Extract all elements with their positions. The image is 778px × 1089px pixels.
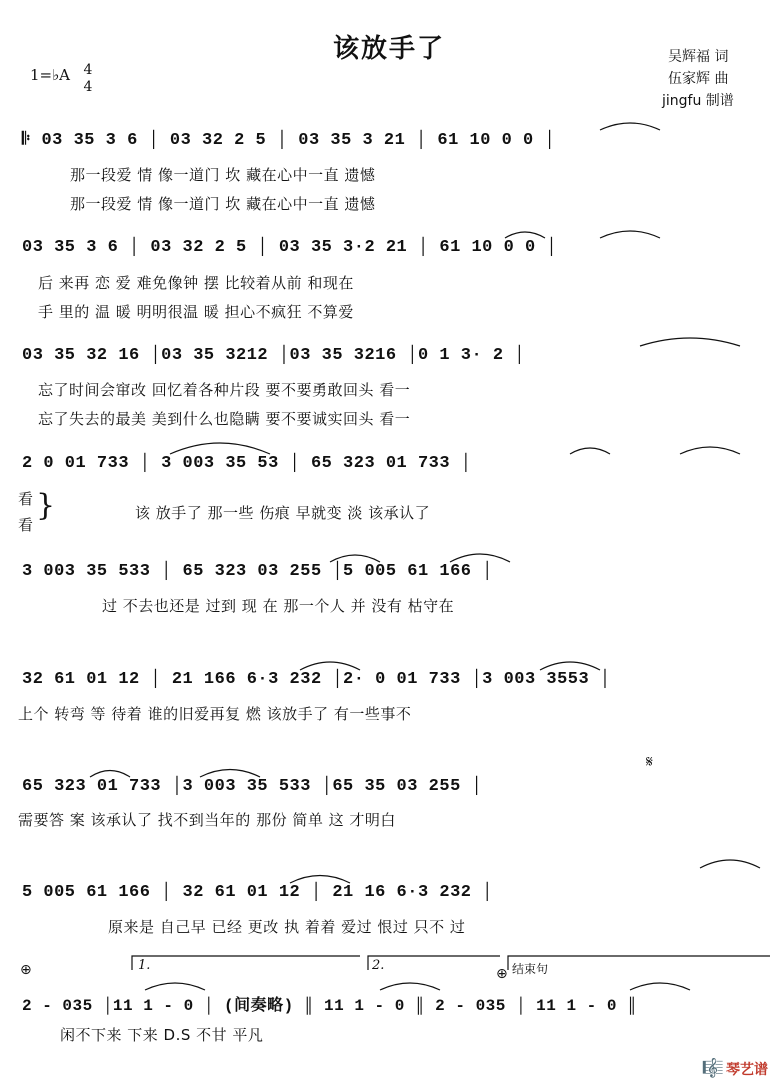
verse-brace: } (36, 488, 56, 523)
tie-row4-b (570, 448, 610, 454)
coda-sign-1: ⊕ (20, 962, 32, 978)
tie-row6-a (300, 662, 360, 670)
song-title: 该放手了 (332, 34, 445, 64)
lyric-row-3-verse-2: 忘了失去的最美 美到什么也隐瞒 要不要诚实回头 看一 (38, 410, 411, 428)
time-signature-bottom: 4 (83, 79, 93, 95)
tie-row8-a (290, 876, 350, 884)
tie-row7-a (90, 771, 130, 778)
score-row-8: 5 005 61 166 │ 32 61 01 12 │ 21 16 6·3 232 │ (22, 883, 493, 902)
segno-sign: 𝄋 (646, 752, 653, 771)
site-logo (702, 1058, 768, 1079)
lyric-row-2-verse-1: 后 来再 恋 爱 难免像钟 摆 比较着从前 和现在 (38, 274, 354, 292)
score-row-5: 3 003 35 533 │ 65 323 03 255 │5 005 61 166 │ (22, 562, 493, 581)
lyric-row-3-verse-1: 忘了时间会窜改 回忆着各种片段 要不要勇敢回头 看一 (38, 381, 411, 399)
logo-text: 琴艺谱 (726, 1062, 768, 1078)
score-row-6: 32 61 01 12 │ 21 166 6·3 232 │2· 0 01 733 │3 003 3553 │ (22, 670, 611, 689)
time-signature-top: 4 (83, 62, 93, 78)
transcriber-credit: jingfu 制谱 (662, 93, 734, 109)
score-row-1: 𝄆 03 35 3 6 │ 03 32 2 5 │ 03 35 3 21 │ 61 10 0 0 │ (22, 131, 556, 150)
logo-icon: 🎼 (701, 1058, 724, 1079)
score-row-7: 65 323 01 733 │3 003 35 533 │65 35 03 255 │ (22, 777, 483, 796)
tie-row8-b (700, 860, 760, 868)
tie-row4-c (680, 447, 740, 454)
tie-row1-a (600, 123, 660, 130)
tie-row7-b (200, 770, 260, 778)
lyricist-credit: 吴辉福 词 (668, 49, 729, 65)
lyric-row-8: 原来是 自己早 已经 更改 执 着着 爱过 恨过 只不 过 (108, 918, 466, 936)
lyric-row-4: 该 放手了 那一些 伤痕 早就变 淡 该承认了 (135, 504, 431, 522)
composer-credit: 伍家辉 曲 (668, 71, 729, 87)
lyric-row-7: 需要答 案 该承认了 找不到当年的 那份 简单 这 才明白 (18, 811, 396, 829)
tie-row9-a (145, 983, 205, 990)
tie-row4-a (170, 443, 270, 454)
score-row-9: 2 - 035 │11 1 - 0 │ (间奏略) ║ 11 1 - 0 ║ 2 - 035 │ 11 1 - 0 ║ (22, 997, 638, 1015)
tie-row3-a (640, 338, 740, 346)
coda-sign-2: ⊕ (496, 966, 508, 982)
key-signature: 1=♭A (30, 66, 71, 84)
tie-row5-b (450, 554, 510, 562)
volta-2-label: 2. (372, 958, 385, 973)
tie-row5-a (330, 555, 380, 562)
lyric-row-9: 闲不下来 下来 D.S 不甘 平凡 (60, 1026, 264, 1044)
tie-row2-a (505, 232, 545, 238)
tie-row9-c (630, 983, 690, 990)
volta-1-line (132, 956, 360, 970)
tie-row2-b (600, 231, 660, 238)
volta-1-label: 1. (138, 958, 151, 973)
lyric-row-5: 过 不去也还是 过到 现 在 那一个人 并 没有 枯守在 (102, 597, 455, 615)
side-lyric-2: 看 (18, 516, 34, 534)
lyric-row-1-verse-2: 那一段爱 情 像一道门 坎 藏在心中一直 遗憾 (70, 195, 376, 213)
ending-label: 结束句 (512, 962, 549, 976)
lyric-row-6: 上个 转弯 等 待着 谁的旧爱再复 燃 该放手了 有一些事不 (18, 705, 412, 723)
tie-row9-b (380, 983, 440, 990)
side-lyric-1: 看 (18, 490, 34, 508)
ending-line (508, 956, 770, 970)
score-row-3: 03 35 32 16 │03 35 3212 │03 35 3216 │0 1 3· 2 │ (22, 346, 525, 365)
score-row-2: 03 35 3 6 │ 03 32 2 5 │ 03 35 3·2 21 │ 61 10 0 0 │ (22, 238, 558, 257)
lyric-row-2-verse-2: 手 里的 温 暖 明明很温 暖 担心不疯狂 不算爱 (38, 303, 354, 321)
score-row-4: 2 0 01 733 │ 3 003 35 53 │ 65 323 01 733 │ (22, 454, 472, 473)
lyric-row-1-verse-1: 那一段爱 情 像一道门 坎 藏在心中一直 遗憾 (70, 166, 376, 184)
volta-2-line (368, 956, 500, 970)
tie-row6-b (540, 662, 600, 670)
